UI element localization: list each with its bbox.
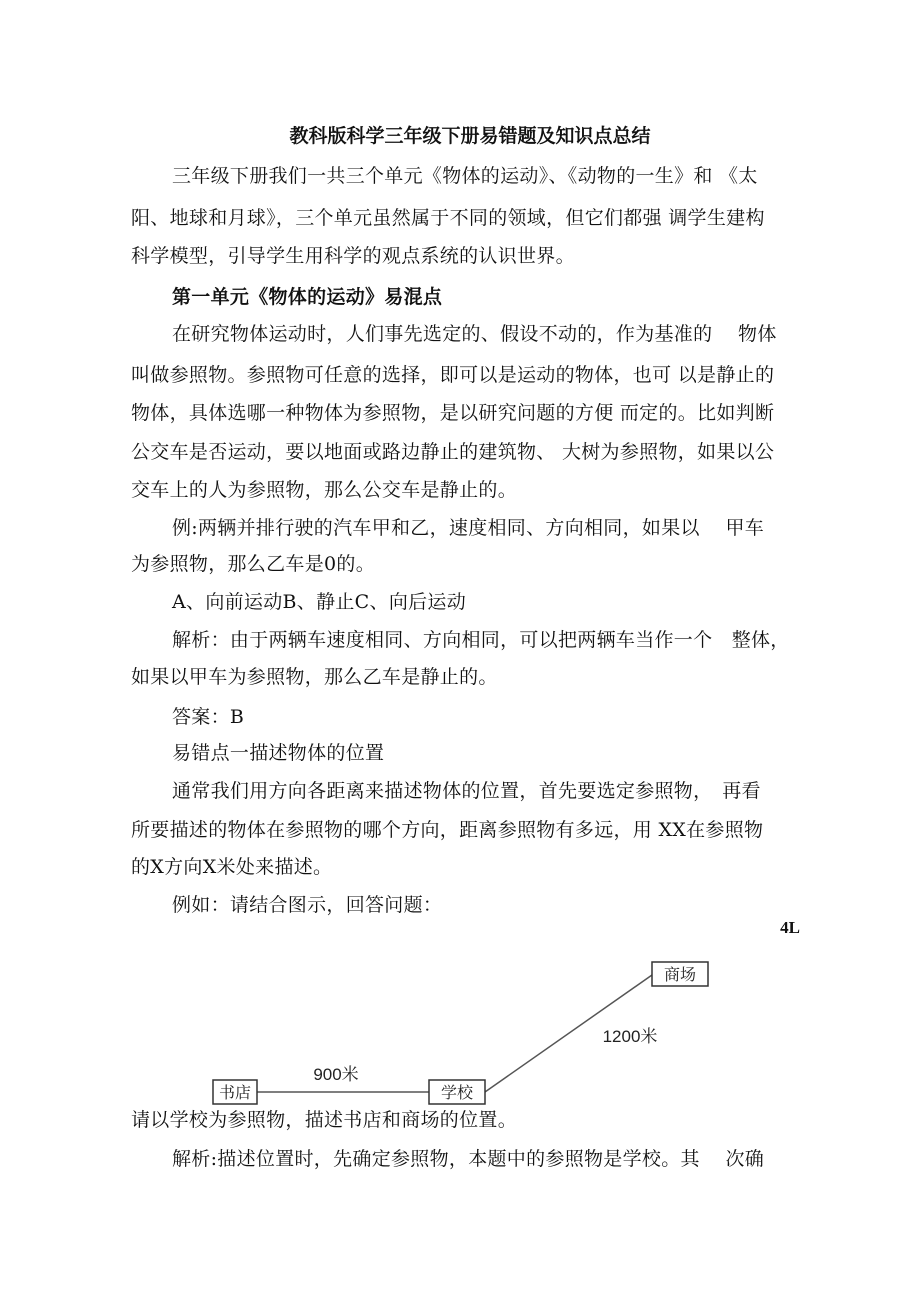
document-title: 教科版科学三年级下册易错题及知识点总结 bbox=[289, 125, 651, 147]
distance-label-1200: 1200米 bbox=[602, 1027, 658, 1046]
answer-line: 答案：B bbox=[172, 706, 245, 728]
paragraph-intro-line-2: 阳、地球和月球》，三个单元虽然属于不同的领域，但它们都强 调学生建构 bbox=[131, 207, 765, 229]
example-1-line-1: 例:两辆并排行驶的汽车甲和乙，速度相同、方向相同，如果以 甲车 bbox=[172, 517, 765, 539]
paragraph-reference-line-3: 物体，具体选哪一种物体为参照物，是以研究问题的方便 而定的。比如判断 bbox=[131, 402, 775, 424]
school-label: 学校 bbox=[440, 1085, 474, 1102]
paragraph-reference-line-1: 在研究物体运动时，人们事先选定的、假设不动的，作为基准的 物体 bbox=[172, 323, 777, 345]
position-diagram bbox=[200, 950, 730, 1115]
paragraph-intro-line-3: 科学模型，引导学生用科学的观点系统的认识世界。 bbox=[131, 245, 575, 267]
distance-label-900: 900米 bbox=[313, 1065, 359, 1084]
paragraph-reference-line-4: 公交车是否运动，要以地面或路边静止的建筑物、 大树为参照物，如果以公 bbox=[131, 441, 775, 463]
question-line: 请以学校为参照物，描述书店和商场的位置。 bbox=[131, 1109, 518, 1131]
analysis-1-line-1: 解析：由于两辆车速度相同、方向相同，可以把两辆车当作一个 整体， bbox=[172, 629, 790, 651]
mall-label: 商场 bbox=[663, 967, 697, 984]
analysis-2-line-1: 解析:描述位置时，先确定参照物，本题中的参照物是学校。其 次确 bbox=[172, 1148, 765, 1170]
paragraph-intro-line-1: 三年级下册我们一共三个单元《物体的运动》、《动物的一生》和 《太 bbox=[172, 165, 758, 187]
paragraph-reference-line-5: 交车上的人为参照物，那么公交车是静止的。 bbox=[131, 479, 518, 501]
paragraph-reference-line-2: 叫做参照物。参照物可任意的选择，即可以是运动的物体，也可 以是静止的 bbox=[131, 364, 775, 386]
paragraph-position-line-2: 所要描述的物体在参照物的哪个方向，距离参照物有多远，用 XX在参照物 bbox=[131, 819, 764, 841]
analysis-1-line-2: 如果以甲车为参照物，那么乙车是静止的。 bbox=[131, 666, 498, 688]
paragraph-position-line-3: 的X方向X米处来描述。 bbox=[131, 856, 333, 878]
example-2-prompt: 例如：请结合图示，回答问题： bbox=[172, 894, 443, 916]
example-1-line-2: 为参照物，那么乙车是0的。 bbox=[131, 553, 375, 575]
example-1-options: A、向前运动B、静止C、向后运动 bbox=[172, 591, 467, 613]
paragraph-position-line-1: 通常我们用方向各距离来描述物体的位置，首先要选定参照物， 再看 bbox=[172, 780, 761, 802]
page-mark: 4L bbox=[780, 918, 800, 937]
section-heading-position: 易错点一描述物体的位置 bbox=[172, 742, 385, 764]
section-heading-unit-1: 第一单元《物体的运动》易混点 bbox=[172, 286, 443, 308]
bookstore-label: 书店 bbox=[218, 1085, 252, 1102]
